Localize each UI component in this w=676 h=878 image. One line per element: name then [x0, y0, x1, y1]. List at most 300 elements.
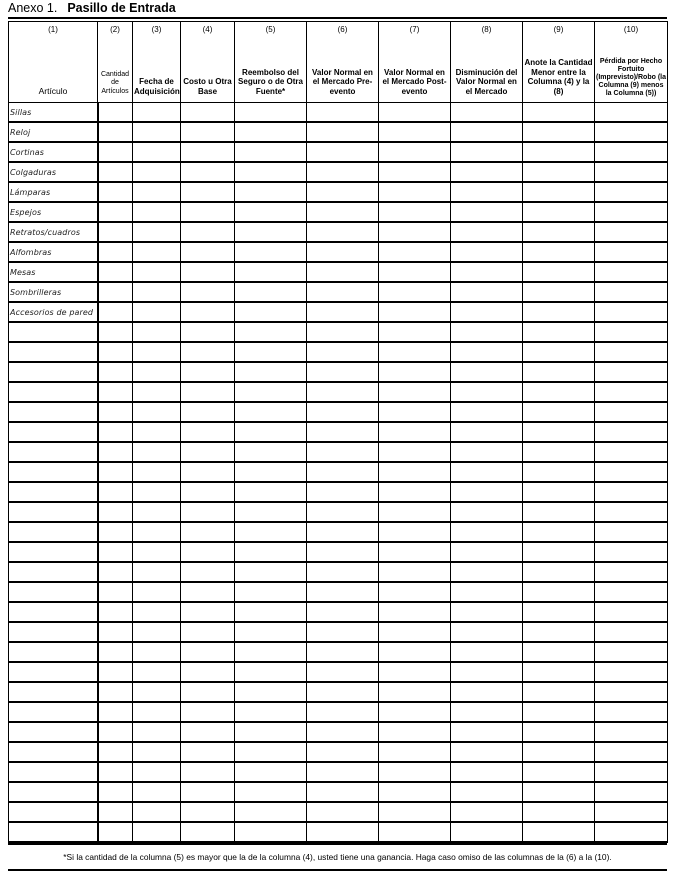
entry-cell[interactable]	[133, 702, 181, 722]
entry-cell[interactable]	[523, 103, 595, 123]
entry-cell[interactable]	[523, 802, 595, 822]
entry-cell[interactable]	[379, 202, 451, 222]
entry-cell[interactable]	[595, 342, 668, 362]
entry-cell[interactable]	[181, 822, 235, 842]
entry-cell[interactable]	[181, 482, 235, 502]
entry-cell[interactable]	[451, 242, 523, 262]
entry-cell[interactable]	[451, 322, 523, 342]
entry-cell[interactable]	[98, 402, 133, 422]
entry-cell[interactable]	[98, 662, 133, 682]
entry-cell[interactable]	[133, 462, 181, 482]
entry-cell[interactable]	[595, 702, 668, 722]
entry-cell[interactable]	[181, 622, 235, 642]
entry-cell[interactable]	[307, 622, 379, 642]
item-name-cell[interactable]	[9, 782, 98, 802]
entry-cell[interactable]	[379, 762, 451, 782]
entry-cell[interactable]	[181, 682, 235, 702]
entry-cell[interactable]	[451, 802, 523, 822]
entry-cell[interactable]	[181, 582, 235, 602]
entry-cell[interactable]	[451, 702, 523, 722]
entry-cell[interactable]	[98, 202, 133, 222]
item-name-cell[interactable]	[9, 562, 98, 582]
entry-cell[interactable]	[235, 282, 307, 302]
item-name-cell[interactable]: Mesas	[9, 262, 98, 282]
entry-cell[interactable]	[98, 442, 133, 462]
entry-cell[interactable]	[595, 162, 668, 182]
entry-cell[interactable]	[379, 622, 451, 642]
entry-cell[interactable]	[307, 322, 379, 342]
entry-cell[interactable]	[451, 462, 523, 482]
entry-cell[interactable]	[523, 502, 595, 522]
entry-cell[interactable]	[523, 422, 595, 442]
entry-cell[interactable]	[133, 582, 181, 602]
entry-cell[interactable]	[133, 482, 181, 502]
item-name-cell[interactable]	[9, 522, 98, 542]
entry-cell[interactable]	[307, 382, 379, 402]
item-name-cell[interactable]	[9, 642, 98, 662]
entry-cell[interactable]	[595, 562, 668, 582]
entry-cell[interactable]	[181, 182, 235, 202]
entry-cell[interactable]	[133, 262, 181, 282]
entry-cell[interactable]	[451, 482, 523, 502]
entry-cell[interactable]	[523, 462, 595, 482]
entry-cell[interactable]	[235, 562, 307, 582]
entry-cell[interactable]	[523, 622, 595, 642]
entry-cell[interactable]	[133, 762, 181, 782]
entry-cell[interactable]	[133, 382, 181, 402]
entry-cell[interactable]	[595, 362, 668, 382]
entry-cell[interactable]	[379, 402, 451, 422]
entry-cell[interactable]	[595, 602, 668, 622]
entry-cell[interactable]	[379, 342, 451, 362]
entry-cell[interactable]	[523, 362, 595, 382]
entry-cell[interactable]	[595, 502, 668, 522]
entry-cell[interactable]	[379, 742, 451, 762]
item-name-cell[interactable]: Retratos/cuadros	[9, 222, 98, 242]
entry-cell[interactable]	[379, 642, 451, 662]
entry-cell[interactable]	[98, 542, 133, 562]
entry-cell[interactable]	[379, 462, 451, 482]
entry-cell[interactable]	[235, 362, 307, 382]
entry-cell[interactable]	[98, 762, 133, 782]
entry-cell[interactable]	[98, 682, 133, 702]
entry-cell[interactable]	[595, 802, 668, 822]
entry-cell[interactable]	[133, 522, 181, 542]
entry-cell[interactable]	[181, 162, 235, 182]
entry-cell[interactable]	[379, 562, 451, 582]
entry-cell[interactable]	[451, 382, 523, 402]
entry-cell[interactable]	[307, 162, 379, 182]
entry-cell[interactable]	[235, 622, 307, 642]
entry-cell[interactable]	[451, 402, 523, 422]
entry-cell[interactable]	[307, 582, 379, 602]
entry-cell[interactable]	[235, 302, 307, 322]
entry-cell[interactable]	[307, 242, 379, 262]
item-name-cell[interactable]: Sillas	[9, 103, 98, 123]
entry-cell[interactable]	[523, 202, 595, 222]
entry-cell[interactable]	[133, 722, 181, 742]
entry-cell[interactable]	[133, 162, 181, 182]
entry-cell[interactable]	[133, 622, 181, 642]
entry-cell[interactable]	[523, 522, 595, 542]
entry-cell[interactable]	[235, 182, 307, 202]
entry-cell[interactable]	[451, 442, 523, 462]
entry-cell[interactable]	[181, 642, 235, 662]
item-name-cell[interactable]	[9, 322, 98, 342]
item-name-cell[interactable]	[9, 482, 98, 502]
entry-cell[interactable]	[307, 462, 379, 482]
entry-cell[interactable]	[451, 103, 523, 123]
entry-cell[interactable]	[133, 302, 181, 322]
entry-cell[interactable]	[379, 282, 451, 302]
entry-cell[interactable]	[133, 642, 181, 662]
entry-cell[interactable]	[235, 162, 307, 182]
entry-cell[interactable]	[307, 402, 379, 422]
entry-cell[interactable]	[235, 222, 307, 242]
entry-cell[interactable]	[235, 582, 307, 602]
entry-cell[interactable]	[523, 182, 595, 202]
entry-cell[interactable]	[307, 222, 379, 242]
entry-cell[interactable]	[307, 742, 379, 762]
item-name-cell[interactable]	[9, 362, 98, 382]
item-name-cell[interactable]	[9, 822, 98, 842]
entry-cell[interactable]	[523, 122, 595, 142]
entry-cell[interactable]	[451, 222, 523, 242]
entry-cell[interactable]	[307, 262, 379, 282]
entry-cell[interactable]	[181, 362, 235, 382]
entry-cell[interactable]	[181, 502, 235, 522]
entry-cell[interactable]	[379, 302, 451, 322]
entry-cell[interactable]	[523, 602, 595, 622]
entry-cell[interactable]	[133, 742, 181, 762]
entry-cell[interactable]	[181, 462, 235, 482]
entry-cell[interactable]	[235, 322, 307, 342]
entry-cell[interactable]	[235, 802, 307, 822]
entry-cell[interactable]	[98, 382, 133, 402]
entry-cell[interactable]	[181, 222, 235, 242]
item-name-cell[interactable]	[9, 582, 98, 602]
entry-cell[interactable]	[235, 722, 307, 742]
entry-cell[interactable]	[379, 382, 451, 402]
entry-cell[interactable]	[307, 442, 379, 462]
entry-cell[interactable]	[595, 822, 668, 842]
entry-cell[interactable]	[595, 662, 668, 682]
entry-cell[interactable]	[379, 362, 451, 382]
entry-cell[interactable]	[133, 542, 181, 562]
entry-cell[interactable]	[307, 182, 379, 202]
entry-cell[interactable]	[98, 342, 133, 362]
entry-cell[interactable]	[523, 282, 595, 302]
entry-cell[interactable]	[451, 742, 523, 762]
entry-cell[interactable]	[235, 262, 307, 282]
entry-cell[interactable]	[307, 562, 379, 582]
entry-cell[interactable]	[235, 442, 307, 462]
entry-cell[interactable]	[235, 602, 307, 622]
entry-cell[interactable]	[451, 682, 523, 702]
entry-cell[interactable]	[235, 402, 307, 422]
item-name-cell[interactable]	[9, 762, 98, 782]
item-name-cell[interactable]	[9, 622, 98, 642]
entry-cell[interactable]	[451, 162, 523, 182]
entry-cell[interactable]	[133, 342, 181, 362]
entry-cell[interactable]	[307, 542, 379, 562]
entry-cell[interactable]	[595, 202, 668, 222]
entry-cell[interactable]	[98, 702, 133, 722]
entry-cell[interactable]	[451, 282, 523, 302]
entry-cell[interactable]	[133, 362, 181, 382]
entry-cell[interactable]	[181, 762, 235, 782]
entry-cell[interactable]	[181, 802, 235, 822]
entry-cell[interactable]	[181, 242, 235, 262]
entry-cell[interactable]	[451, 142, 523, 162]
entry-cell[interactable]	[307, 762, 379, 782]
entry-cell[interactable]	[379, 602, 451, 622]
entry-cell[interactable]	[523, 822, 595, 842]
entry-cell[interactable]	[379, 542, 451, 562]
entry-cell[interactable]	[98, 522, 133, 542]
entry-cell[interactable]	[523, 722, 595, 742]
entry-cell[interactable]	[235, 122, 307, 142]
item-name-cell[interactable]: Espejos	[9, 202, 98, 222]
entry-cell[interactable]	[235, 422, 307, 442]
entry-cell[interactable]	[307, 282, 379, 302]
entry-cell[interactable]	[307, 142, 379, 162]
entry-cell[interactable]	[379, 122, 451, 142]
entry-cell[interactable]	[523, 742, 595, 762]
entry-cell[interactable]	[307, 802, 379, 822]
entry-cell[interactable]	[379, 422, 451, 442]
entry-cell[interactable]	[379, 802, 451, 822]
entry-cell[interactable]	[451, 422, 523, 442]
entry-cell[interactable]	[98, 802, 133, 822]
entry-cell[interactable]	[98, 502, 133, 522]
entry-cell[interactable]	[595, 103, 668, 123]
entry-cell[interactable]	[181, 662, 235, 682]
entry-cell[interactable]	[235, 142, 307, 162]
item-name-cell[interactable]	[9, 462, 98, 482]
entry-cell[interactable]	[181, 382, 235, 402]
entry-cell[interactable]	[235, 342, 307, 362]
entry-cell[interactable]	[181, 722, 235, 742]
entry-cell[interactable]	[307, 342, 379, 362]
item-name-cell[interactable]: Lámparas	[9, 182, 98, 202]
entry-cell[interactable]	[595, 222, 668, 242]
entry-cell[interactable]	[523, 242, 595, 262]
entry-cell[interactable]	[451, 362, 523, 382]
entry-cell[interactable]	[523, 702, 595, 722]
entry-cell[interactable]	[235, 242, 307, 262]
entry-cell[interactable]	[181, 402, 235, 422]
entry-cell[interactable]	[181, 562, 235, 582]
entry-cell[interactable]	[451, 122, 523, 142]
entry-cell[interactable]	[595, 322, 668, 342]
entry-cell[interactable]	[307, 103, 379, 123]
entry-cell[interactable]	[451, 302, 523, 322]
entry-cell[interactable]	[181, 602, 235, 622]
entry-cell[interactable]	[235, 642, 307, 662]
entry-cell[interactable]	[451, 542, 523, 562]
item-name-cell[interactable]	[9, 802, 98, 822]
entry-cell[interactable]	[451, 562, 523, 582]
entry-cell[interactable]	[235, 782, 307, 802]
entry-cell[interactable]	[98, 103, 133, 123]
entry-cell[interactable]	[133, 222, 181, 242]
entry-cell[interactable]	[307, 662, 379, 682]
entry-cell[interactable]	[235, 502, 307, 522]
entry-cell[interactable]	[523, 662, 595, 682]
entry-cell[interactable]	[235, 103, 307, 123]
entry-cell[interactable]	[523, 402, 595, 422]
entry-cell[interactable]	[523, 162, 595, 182]
entry-cell[interactable]	[595, 442, 668, 462]
item-name-cell[interactable]: Reloj	[9, 122, 98, 142]
entry-cell[interactable]	[307, 362, 379, 382]
item-name-cell[interactable]	[9, 542, 98, 562]
entry-cell[interactable]	[181, 782, 235, 802]
entry-cell[interactable]	[595, 622, 668, 642]
entry-cell[interactable]	[235, 822, 307, 842]
entry-cell[interactable]	[379, 822, 451, 842]
entry-cell[interactable]	[133, 202, 181, 222]
entry-cell[interactable]	[379, 662, 451, 682]
entry-cell[interactable]	[379, 482, 451, 502]
item-name-cell[interactable]	[9, 682, 98, 702]
entry-cell[interactable]	[133, 662, 181, 682]
entry-cell[interactable]	[595, 282, 668, 302]
entry-cell[interactable]	[133, 802, 181, 822]
entry-cell[interactable]	[379, 782, 451, 802]
entry-cell[interactable]	[181, 202, 235, 222]
entry-cell[interactable]	[181, 262, 235, 282]
entry-cell[interactable]	[523, 782, 595, 802]
entry-cell[interactable]	[379, 222, 451, 242]
entry-cell[interactable]	[235, 542, 307, 562]
entry-cell[interactable]	[523, 222, 595, 242]
entry-cell[interactable]	[98, 822, 133, 842]
entry-cell[interactable]	[181, 302, 235, 322]
entry-cell[interactable]	[133, 182, 181, 202]
item-name-cell[interactable]	[9, 742, 98, 762]
entry-cell[interactable]	[379, 103, 451, 123]
entry-cell[interactable]	[98, 222, 133, 242]
item-name-cell[interactable]	[9, 602, 98, 622]
entry-cell[interactable]	[98, 782, 133, 802]
item-name-cell[interactable]	[9, 502, 98, 522]
entry-cell[interactable]	[307, 602, 379, 622]
entry-cell[interactable]	[181, 742, 235, 762]
entry-cell[interactable]	[307, 502, 379, 522]
item-name-cell[interactable]: Colgaduras	[9, 162, 98, 182]
entry-cell[interactable]	[379, 582, 451, 602]
entry-cell[interactable]	[379, 242, 451, 262]
entry-cell[interactable]	[133, 682, 181, 702]
entry-cell[interactable]	[133, 282, 181, 302]
entry-cell[interactable]	[98, 622, 133, 642]
item-name-cell[interactable]	[9, 662, 98, 682]
entry-cell[interactable]	[451, 822, 523, 842]
entry-cell[interactable]	[307, 522, 379, 542]
entry-cell[interactable]	[379, 162, 451, 182]
entry-cell[interactable]	[307, 702, 379, 722]
entry-cell[interactable]	[235, 762, 307, 782]
entry-cell[interactable]	[235, 662, 307, 682]
entry-cell[interactable]	[98, 302, 133, 322]
entry-cell[interactable]	[307, 642, 379, 662]
entry-cell[interactable]	[451, 262, 523, 282]
entry-cell[interactable]	[451, 762, 523, 782]
entry-cell[interactable]	[595, 462, 668, 482]
item-name-cell[interactable]	[9, 442, 98, 462]
entry-cell[interactable]	[523, 682, 595, 702]
entry-cell[interactable]	[98, 262, 133, 282]
entry-cell[interactable]	[595, 782, 668, 802]
entry-cell[interactable]	[523, 642, 595, 662]
item-name-cell[interactable]	[9, 382, 98, 402]
entry-cell[interactable]	[595, 142, 668, 162]
entry-cell[interactable]	[235, 482, 307, 502]
entry-cell[interactable]	[307, 782, 379, 802]
entry-cell[interactable]	[451, 522, 523, 542]
entry-cell[interactable]	[595, 522, 668, 542]
entry-cell[interactable]	[523, 302, 595, 322]
item-name-cell[interactable]: Alfombras	[9, 242, 98, 262]
entry-cell[interactable]	[451, 602, 523, 622]
entry-cell[interactable]	[133, 602, 181, 622]
entry-cell[interactable]	[379, 442, 451, 462]
entry-cell[interactable]	[181, 442, 235, 462]
entry-cell[interactable]	[595, 122, 668, 142]
entry-cell[interactable]	[181, 282, 235, 302]
item-name-cell[interactable]: Cortinas	[9, 142, 98, 162]
entry-cell[interactable]	[523, 762, 595, 782]
entry-cell[interactable]	[307, 482, 379, 502]
entry-cell[interactable]	[181, 103, 235, 123]
entry-cell[interactable]	[98, 122, 133, 142]
entry-cell[interactable]	[307, 822, 379, 842]
entry-cell[interactable]	[523, 542, 595, 562]
entry-cell[interactable]	[523, 562, 595, 582]
entry-cell[interactable]	[379, 682, 451, 702]
entry-cell[interactable]	[595, 382, 668, 402]
entry-cell[interactable]	[523, 442, 595, 462]
entry-cell[interactable]	[98, 362, 133, 382]
entry-cell[interactable]	[307, 722, 379, 742]
entry-cell[interactable]	[595, 422, 668, 442]
entry-cell[interactable]	[181, 122, 235, 142]
entry-cell[interactable]	[133, 562, 181, 582]
entry-cell[interactable]	[451, 582, 523, 602]
entry-cell[interactable]	[523, 262, 595, 282]
entry-cell[interactable]	[379, 142, 451, 162]
entry-cell[interactable]	[595, 482, 668, 502]
entry-cell[interactable]	[595, 302, 668, 322]
entry-cell[interactable]	[98, 462, 133, 482]
entry-cell[interactable]	[595, 182, 668, 202]
entry-cell[interactable]	[379, 702, 451, 722]
entry-cell[interactable]	[133, 822, 181, 842]
entry-cell[interactable]	[595, 742, 668, 762]
entry-cell[interactable]	[379, 322, 451, 342]
entry-cell[interactable]	[235, 382, 307, 402]
entry-cell[interactable]	[451, 342, 523, 362]
entry-cell[interactable]	[379, 182, 451, 202]
entry-cell[interactable]	[235, 202, 307, 222]
entry-cell[interactable]	[523, 582, 595, 602]
entry-cell[interactable]	[523, 382, 595, 402]
entry-cell[interactable]	[98, 182, 133, 202]
entry-cell[interactable]	[98, 582, 133, 602]
entry-cell[interactable]	[595, 722, 668, 742]
